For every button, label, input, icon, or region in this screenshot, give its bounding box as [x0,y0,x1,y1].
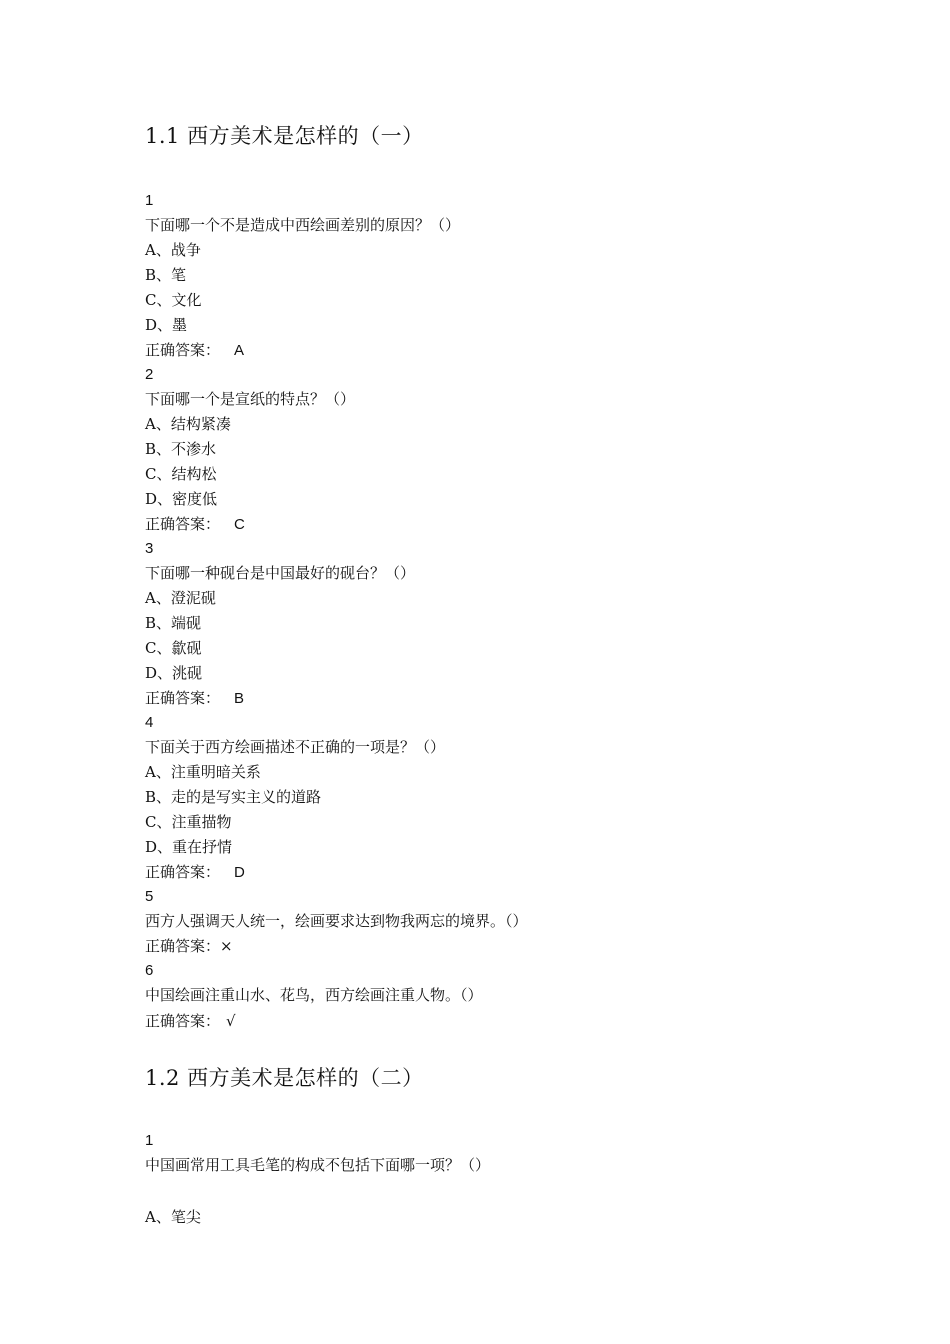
question-number: 1 [145,192,154,209]
answer-value: B [234,690,245,707]
correct-answer [145,687,244,710]
question-text: 中国绘画注重山水、花鸟，西方绘画注重人物。（） [145,986,483,1004]
option-d: D、洮砚 [145,664,203,682]
option-a: A、澄泥砚 [145,589,216,607]
answer-value: D [234,864,245,881]
option-d: D、重在抒情 [145,838,233,856]
option-b: B、不渗水 [145,440,217,458]
answer-label: 正确答案： [145,863,221,881]
option-a: A、笔尖 [145,1208,201,1226]
answer-label: 正确答案： [145,689,221,707]
option-a: A、战争 [145,241,201,259]
question-text: 下面哪一个是宣纸的特点？（） [145,390,356,408]
option-b: B、笔 [145,266,187,284]
option-c: C、歙砚 [145,639,202,657]
option-b: B、端砚 [145,614,202,632]
question-text: 下面哪一种砚台是中国最好的砚台？（） [145,564,416,582]
answer-label: 正确答案： [145,937,221,955]
question-text: 西方人强调天人统一，绘画要求达到物我两忘的境界。（） [145,912,528,930]
correct-answer [145,1010,236,1032]
question-number: 4 [145,714,154,731]
answer-value: A [234,342,245,359]
answer-value: C [234,516,245,533]
option-c: C、注重描物 [145,813,232,831]
option-a: A、注重明暗关系 [145,763,261,781]
question-number: 1 [145,1132,154,1149]
answer-label: 正确答案： [145,1012,221,1030]
option-a: A、结构紧凑 [145,415,231,433]
question-text: 中国画常用工具毛笔的构成不包括下面哪一项？（） [145,1156,491,1174]
question-number: 6 [145,962,154,979]
option-d: D、密度低 [145,490,218,508]
answer-label: 正确答案： [145,515,221,533]
answer-value: × [220,937,233,955]
section-title-1-1: 1.1 西方美术是怎样的（一） [145,124,424,148]
answer-value: √ [226,1012,236,1030]
question-number: 5 [145,888,154,905]
question-number: 2 [145,366,154,383]
question-text: 下面关于西方绘画描述不正确的一项是？（） [145,738,446,756]
correct-answer [145,861,245,884]
correct-answer [145,935,233,957]
option-d: D、墨 [145,316,188,334]
option-b: B、走的是写实主义的道路 [145,788,322,806]
question-number: 3 [145,540,154,557]
option-c: C、结构松 [145,465,217,483]
answer-label: 正确答案： [145,341,221,359]
question-text: 下面哪一个不是造成中西绘画差别的原因？（） [145,216,461,234]
correct-answer [145,339,244,362]
option-c: C、文化 [145,291,202,309]
correct-answer [145,513,245,536]
section-title-1-2: 1.2 西方美术是怎样的（二） [145,1066,424,1090]
